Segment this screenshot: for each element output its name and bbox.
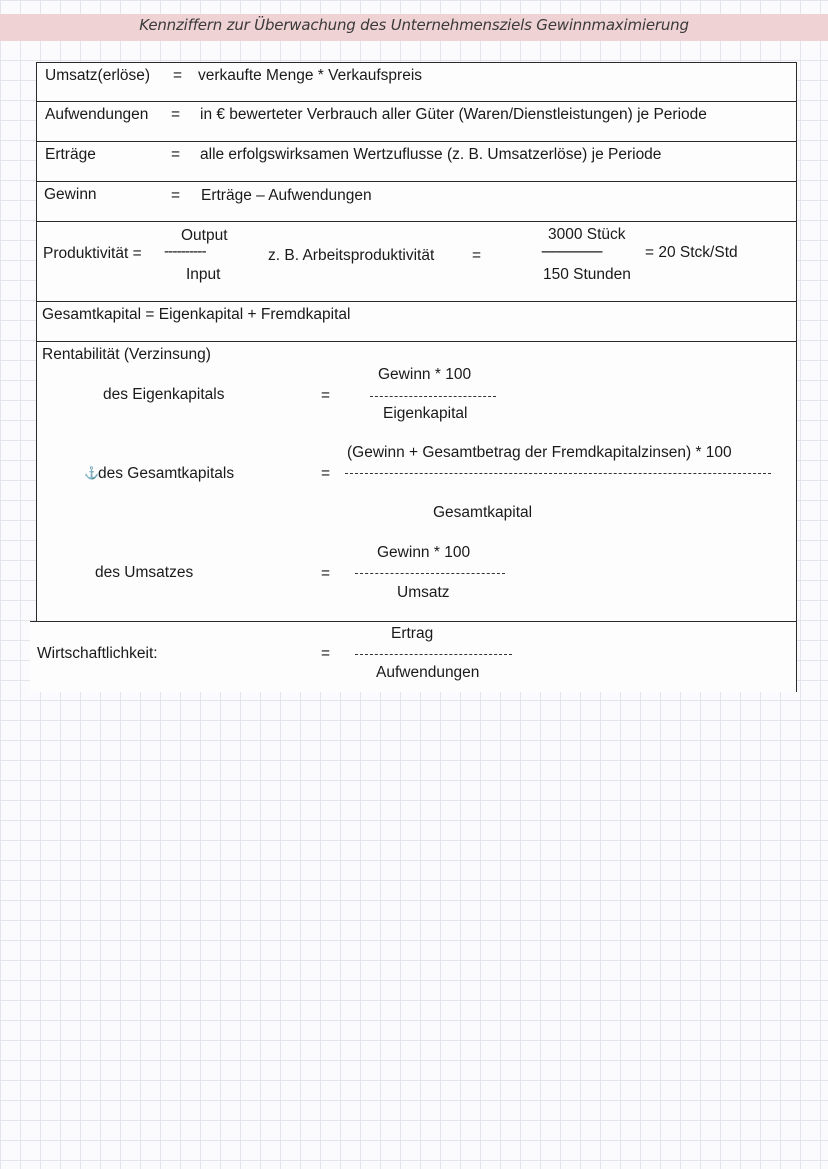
rentabilitaet-umsatz-equals: =: [321, 565, 331, 582]
pin-icon: ⚓: [84, 466, 99, 480]
arbeitsproduktivitaet-result: = 20 Stck/Std: [645, 244, 738, 261]
rentabilitaet-gesamtkapital-equals: =: [321, 465, 331, 482]
rentabilitaet-umsatz-numerator: Gewinn * 100: [377, 544, 471, 561]
arbeitsproduktivitaet-label: z. B. Arbeitsproduktivität: [268, 247, 435, 264]
fraction-line: [355, 654, 512, 655]
arbeitsproduktivitaet-denominator: 150 Stunden: [543, 266, 631, 283]
wirtschaftlichkeit-denominator: Aufwendungen: [376, 664, 480, 681]
ertraege-equals: =: [171, 146, 181, 163]
rentabilitaet-eigenkapital-numerator: Gewinn * 100: [378, 366, 472, 383]
ertraege-term: Erträge: [45, 146, 96, 163]
divider: [36, 341, 797, 342]
fraction-line: [345, 473, 771, 474]
aufwendungen-definition: in € bewerteter Verbrauch aller Güter (Waren/Dienstleistungen) je Periode: [200, 106, 707, 123]
fraction-line: [370, 396, 496, 397]
aufwendungen-term: Aufwendungen: [45, 106, 149, 123]
rentabilitaet-heading: Rentabilität (Verzinsung): [42, 346, 211, 363]
rentabilitaet-gesamtkapital-label: des Gesamtkapitals: [98, 465, 235, 482]
produktivitaet-fraction-line: ----------: [164, 243, 206, 260]
produktivitaet-numerator: Output: [181, 227, 228, 244]
produktivitaet-denominator: Input: [186, 266, 221, 283]
arbeitsproduktivitaet-numerator: 3000 Stück: [548, 226, 626, 243]
rentabilitaet-eigenkapital-denominator: Eigenkapital: [383, 405, 468, 422]
rentabilitaet-umsatz-denominator: Umsatz: [397, 584, 450, 601]
divider: [36, 101, 797, 102]
divider: [796, 622, 797, 692]
gewinn-definition: Erträge – Aufwendungen: [201, 187, 372, 204]
page-title: Kennziffern zur Überwachung des Unternehmensziels Gewinnmaximierung: [139, 16, 689, 34]
umsatz-term: Umsatz(erlöse): [45, 67, 151, 84]
divider: [36, 141, 797, 142]
gesamtkapital-definition: Gesamtkapital = Eigenkapital + Fremdkapital: [42, 306, 351, 323]
rentabilitaet-eigenkapital-label: des Eigenkapitals: [103, 386, 225, 403]
wirtschaftlichkeit-equals: =: [321, 645, 331, 662]
fraction-line: [355, 573, 505, 574]
umsatz-definition: verkaufte Menge * Verkaufspreis: [198, 67, 423, 84]
divider: [36, 181, 797, 182]
wirtschaftlichkeit-label: Wirtschaftlichkeit:: [37, 645, 158, 662]
umsatz-equals: =: [173, 67, 183, 84]
aufwendungen-equals: =: [171, 106, 181, 123]
rentabilitaet-gesamtkapital-numerator: (Gewinn + Gesamtbetrag der Fremdkapitalzinsen) * 100: [347, 444, 732, 461]
divider: [36, 221, 797, 222]
rentabilitaet-gesamtkapital-denominator: Gesamtkapital: [433, 504, 533, 521]
rentabilitaet-umsatz-label: des Umsatzes: [95, 564, 194, 581]
produktivitaet-term: Produktivität =: [43, 245, 142, 262]
divider: [30, 621, 797, 622]
ertraege-definition: alle erfolgswirksamen Wertzuflusse (z. B. Umsatzerlöse) je Periode: [200, 146, 662, 163]
gewinn-equals: =: [171, 187, 181, 204]
rentabilitaet-eigenkapital-equals: =: [321, 387, 331, 404]
wirtschaftlichkeit-numerator: Ertrag: [391, 625, 434, 642]
arbeitsproduktivitaet-equals: =: [472, 247, 482, 264]
gewinn-term: Gewinn: [44, 186, 97, 203]
arbeitsproduktivitaet-fraction-line: -----------------: [541, 243, 602, 260]
divider: [36, 301, 797, 302]
